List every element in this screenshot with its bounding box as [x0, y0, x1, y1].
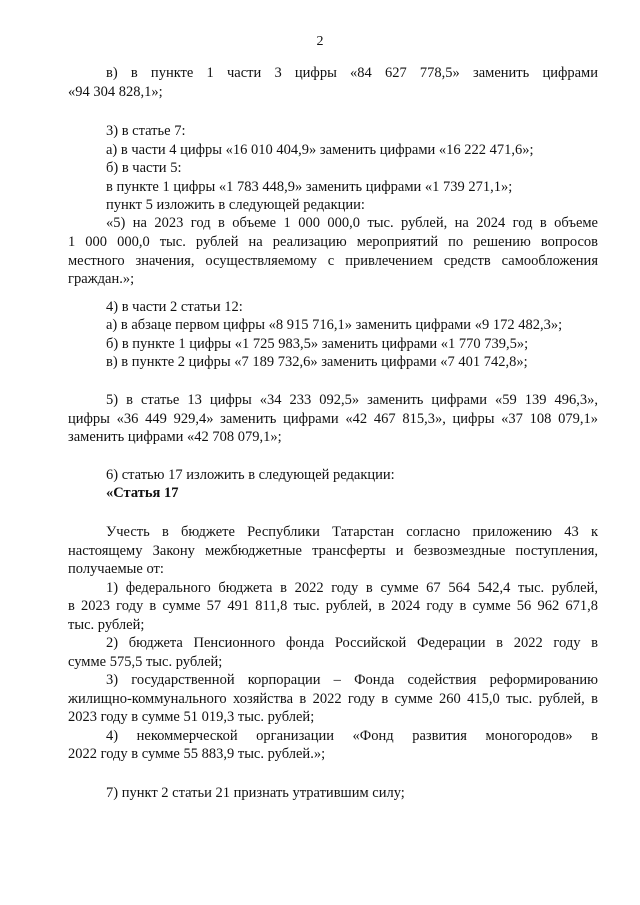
text-line: «5) на 2023 год в объеме 1 000 000,0 тыс. рублей, на 2024 год в объеме [106, 215, 598, 231]
text-line: настоящему Закону межбюджетные трансферты и безвозмездные поступления, [68, 543, 598, 559]
text-line: 1) федерального бюджета в 2022 году в сумме 67 564 542,4 тыс. рублей, [106, 580, 598, 596]
text-line: 7) пункт 2 статьи 21 признать утратившим силу; [106, 785, 405, 801]
text-line: местного значения, осуществляемому с привлечением средств самообложения [68, 253, 598, 269]
text-line: в пункте 1 цифры «1 783 448,9» заменить цифрами «1 739 271,1»; [106, 179, 513, 195]
text-line: цифры «36 449 929,4» заменить цифрами «42 467 815,3», цифры «37 108 079,1» [68, 411, 598, 427]
text-line: б) в части 5: [106, 160, 182, 176]
text-line: заменить цифрами «42 708 079,1»; [68, 429, 282, 445]
text-line: 1 000 000,0 тыс. рублей на реализацию мероприятий по решению вопросов [68, 234, 598, 250]
text-line: а) в части 4 цифры «16 010 404,9» заменить цифрами «16 222 471,6»; [106, 142, 534, 158]
page-number: 2 [316, 34, 324, 49]
text-line: 2) бюджета Пенсионного фонда Российской Федерации в 2022 году в [106, 635, 598, 651]
text-line: б) в пункте 1 цифры «1 725 983,5» заменить цифрами «1 770 739,5»; [106, 336, 529, 352]
text-line: 3) в статье 7: [106, 123, 186, 139]
text-line: в 2023 году в сумме 57 491 811,8 тыс. рублей, в 2024 году в сумме 56 962 671,8 [68, 598, 598, 614]
text-line: 2023 году в сумме 51 019,3 тыс. рублей; [68, 709, 315, 725]
text-line: Учесть в бюджете Республики Татарстан согласно приложению 43 к [106, 524, 598, 540]
article-heading: «Статья 17 [106, 485, 179, 501]
text-line: 3) государственной корпорации – Фонда содействия реформированию [106, 672, 598, 688]
text-line: 4) в части 2 статьи 12: [106, 299, 243, 315]
text-line: тыс. рублей; [68, 617, 145, 633]
text-line: 5) в статье 13 цифры «34 233 092,5» заменить цифрами «59 139 496,3», [106, 392, 598, 408]
text-line: а) в абзаце первом цифры «8 915 716,1» заменить цифрами «9 172 482,3»; [106, 317, 563, 333]
text-line: получаемые от: [68, 561, 164, 577]
text-line: граждан.»; [68, 271, 135, 287]
text-line: «94 304 828,1»; [68, 84, 163, 100]
text-line: 6) статью 17 изложить в следующей редакции: [106, 467, 395, 483]
text-line: 4) некоммерческой организации «Фонд развития моногородов» в [106, 728, 598, 744]
text-line: 2022 году в сумме 55 883,9 тыс. рублей.»; [68, 746, 326, 762]
text-line: жилищно-коммунального хозяйства в 2022 году в сумме 260 415,0 тыс. рублей, в [68, 691, 598, 707]
text-line: сумме 575,5 тыс. рублей; [68, 654, 223, 670]
text-line: в) в пункте 1 части 3 цифры «84 627 778,5» заменить цифрами [106, 65, 598, 81]
text-line: пункт 5 изложить в следующей редакции: [106, 197, 365, 213]
text-line: в) в пункте 2 цифры «7 189 732,6» заменить цифрами «7 401 742,8»; [106, 354, 528, 370]
